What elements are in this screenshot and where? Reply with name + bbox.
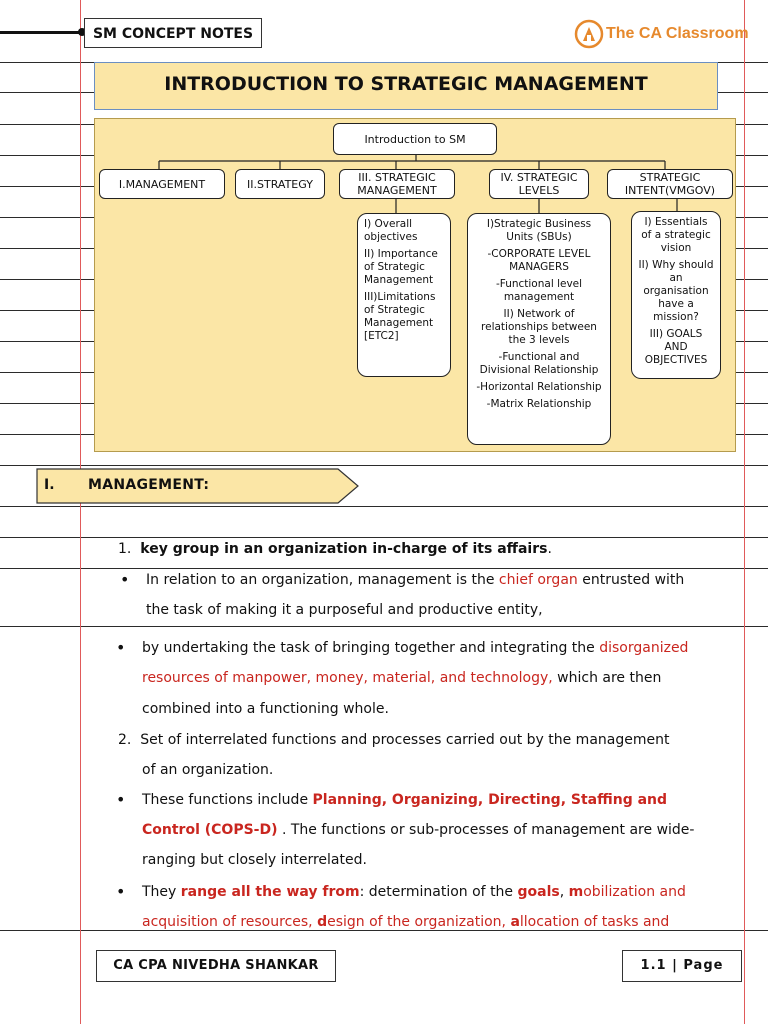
levels-item: -CORPORATE LEVEL MANAGERS [487,248,591,273]
node-strategy: II.STRATEGY [235,169,325,199]
text: These functions include [142,792,313,808]
highlight: resources of manpower, money, material, and technology, [142,670,553,686]
highlight: Control (COPS-D) [142,822,278,838]
point-2-line-2: of an organization. [142,762,274,778]
bullet-4-line-1 [142,884,686,900]
text: which are then [552,670,662,686]
intent-item: III) GOALS AND OBJECTIVES [644,328,708,366]
bullet-3-line-3: ranging but closely interrelated. [142,852,367,868]
highlight: disorganized [599,640,689,656]
intent-item: II) Why should an organisation have a mission? [638,259,714,323]
bullet-icon: • [116,790,126,809]
point-1 [118,541,552,557]
section-title: MANAGEMENT: [88,477,210,493]
text: by undertaking the task of bringing together and integrating the [142,640,600,656]
bullet-icon: • [116,882,126,901]
text: They [142,884,181,900]
levels-item: -Functional level management [495,278,583,303]
levels-item: II) Network of relationships between the 3 levels [481,308,597,346]
highlight: esign of the organization, [327,914,511,930]
page-title: INTRODUCTION TO STRATEGIC MANAGEMENT [94,62,718,110]
text: , [559,884,569,900]
rule-line [0,626,768,627]
rule-line [0,568,768,569]
ca-classroom-logo-icon [574,17,604,51]
node-management: I.MANAGEMENT [99,169,225,199]
sm-concept-notes-label: SM CONCEPT NOTES [84,18,262,48]
levels-item: -Horizontal Relationship [476,381,602,393]
levels-item: -Matrix Relationship [486,398,592,410]
highlight: Planning, Organizing, Directing, Staffing and [312,792,668,808]
bullet-2-line-2 [142,670,661,686]
rule-line [0,506,768,507]
highlight: m [568,884,584,900]
bullet-2-line-1 [142,640,688,656]
bullet-1-line-2: the task of making it a purposeful and productive entity, [146,602,543,618]
concept-map [94,118,736,452]
highlight: obilization and [583,884,686,900]
highlight: acquisition of resources, [142,914,318,930]
levels-details-list [467,213,611,445]
sm-item: II) Importance of Strategic Management [364,248,438,286]
brand-name: The CA Classroom [606,25,749,42]
section-number: I. [44,477,55,493]
bullet-icon: • [120,570,130,589]
bullet-4-line-2 [142,914,669,930]
node-strategic-intent: STRATEGIC INTENT(VMGOV) [607,169,733,199]
levels-item: I)Strategic Business Units (SBUs) [486,218,592,243]
node-strategic-levels: IV. STRATEGIC LEVELS [489,169,589,199]
levels-item: -Functional and Divisional Relationship [479,351,599,376]
punctuation: . [547,541,552,557]
brand-logo [574,16,749,52]
text: In relation to an organization, management is the [146,572,499,588]
section-heading [36,468,360,504]
rule-line [0,465,768,466]
bullet-2-line-3: combined into a functioning whole. [142,701,389,717]
author-footer: CA CPA NIVEDHA SHANKAR [96,950,336,982]
header-bar [0,31,84,34]
point-2-line-1 [118,732,669,748]
highlight: goals [517,884,560,900]
bullet-1-line-1 [146,572,684,588]
text: . The functions or sub-processes of management are wide- [277,822,695,838]
text: Set of interrelated functions and processes carried out by the management [140,732,670,748]
highlight: d [317,914,328,930]
bullet-icon: • [116,638,126,657]
bullet-3-line-2 [142,822,694,838]
bullet-3-line-1 [142,792,667,808]
page-number: 1.1 | Page [622,950,742,982]
sm-item: III)Limitations of Strategic Management [ETC2] [364,291,436,342]
point-1-text: key group in an organization in-charge of its affairs [140,541,548,557]
point-number: 2. [118,732,132,748]
highlight: range all the way from [180,884,360,900]
node-root: Introduction to SM [333,123,497,155]
sm-details-list [357,213,451,377]
right-margin-line [744,0,745,1024]
intent-details-list [631,211,721,379]
point-number: 1. [118,541,132,557]
highlight: llocation of tasks and [519,914,670,930]
node-strategic-management: III. STRATEGIC MANAGEMENT [339,169,455,199]
rule-line [0,930,768,931]
highlight: a [510,914,520,930]
highlight: chief organ [498,572,578,588]
left-margin-line [80,0,81,1024]
text: : determination of the [359,884,518,900]
text: entrusted with [577,572,685,588]
sm-item: I) Overall objectives [364,218,418,243]
rule-line [0,537,768,538]
intent-item: I) Essentials of a strategic vision [641,216,711,254]
